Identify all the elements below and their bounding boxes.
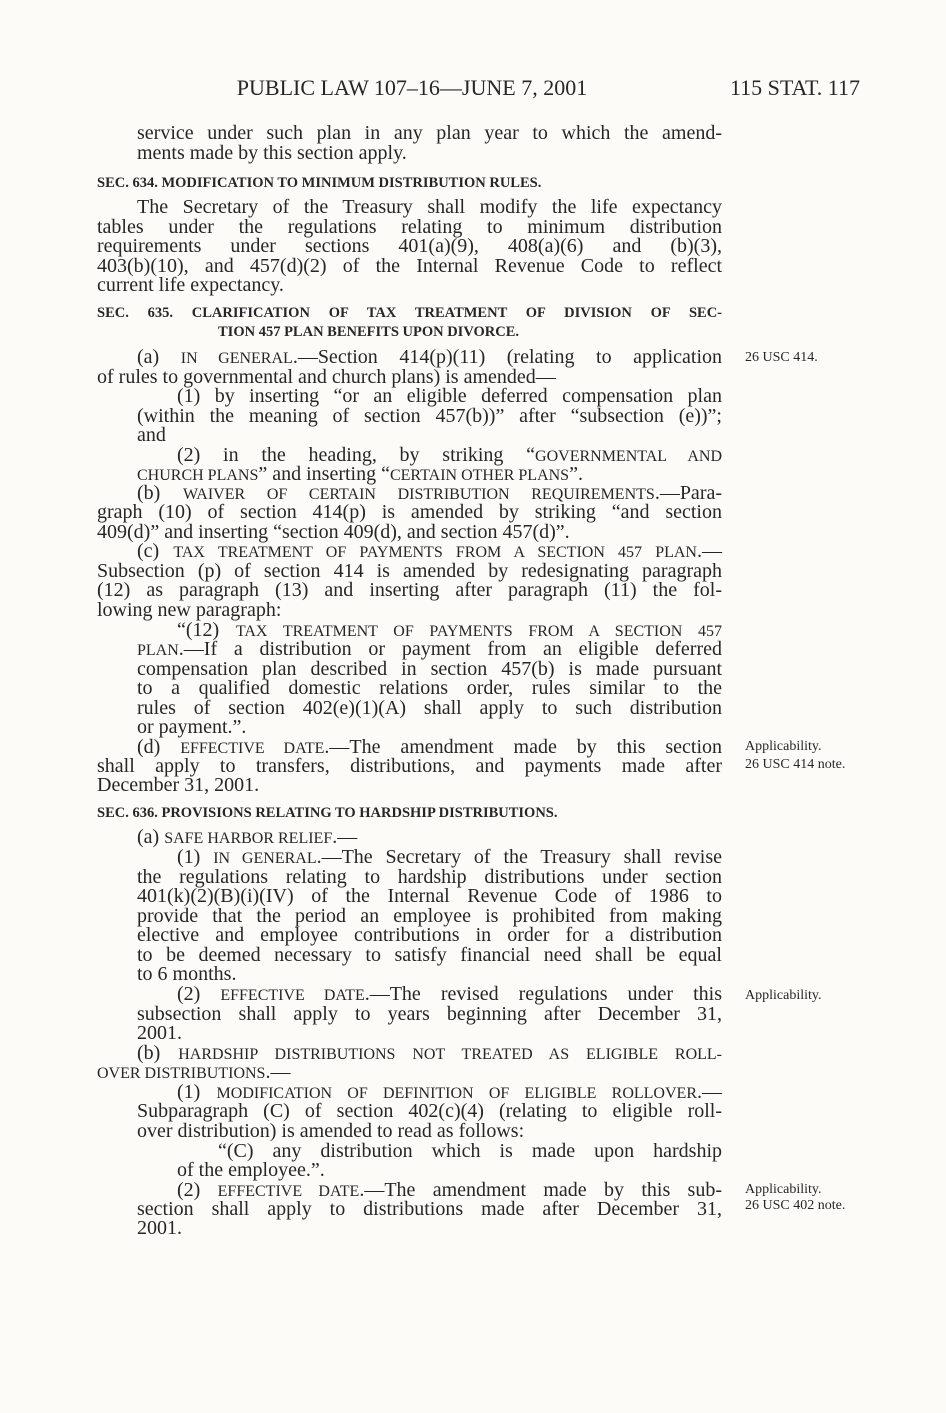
sec-635-a-1-line: and <box>137 424 166 446</box>
sec-635-d-text-line: shall apply to transfers, distributions, and payments made after <box>97 755 722 777</box>
paragraph-text: .—The revised regulations under this <box>364 983 722 1005</box>
paragraph-text: ” and inserting “ <box>258 463 390 485</box>
sec-635-c-new-para-line: or payment.”. <box>137 716 247 738</box>
sec-636-a-1-line: to be deemed necessary to satisfy financial need shall be equal <box>137 944 722 966</box>
sec-635-a-1-line: (1) by inserting “or an eligible deferred compensation plan <box>177 385 722 407</box>
sec-636-b-2-line: 2001. <box>137 1217 182 1239</box>
sec-635-c-text-line: lowing new paragraph: <box>97 599 282 621</box>
sec-635-d-text-line: December 31, 2001. <box>97 774 260 796</box>
margin-note-applicability: Applicability. <box>745 739 822 754</box>
subsection-text: .—Section 414(p)(11) (relating to application <box>292 346 722 368</box>
sec-636-b-1-line: Subparagraph (C) of section 402(c)(4) (relating to eligible roll- <box>137 1100 722 1122</box>
sec-634-text-line: The Secretary of the Treasury shall modify the life expectancy <box>137 196 722 218</box>
paragraph-text: .—The Secretary of the Treasury shall revise <box>316 846 722 868</box>
subsection-text: .—Para- <box>654 482 723 504</box>
small-caps-text: CHURCH PLANS <box>137 467 259 484</box>
carryover-line: ments made by this section apply. <box>137 142 407 164</box>
sec-634-text-line: 403(b)(10), and 457(d)(2) of the Internal Revenue Code to reflect <box>97 255 722 277</box>
paragraph-text: .—The amendment made by this sub- <box>359 1179 722 1201</box>
sec-636-a-1-line: to 6 months. <box>137 963 237 985</box>
stat-page-citation: 115 STAT. 117 <box>729 75 860 100</box>
sec-635-c-new-para-line: to a qualified domestic relations order, rules similar to the <box>137 677 722 699</box>
subsection-label: (b) <box>137 482 183 504</box>
paragraph-label: (2) <box>177 1179 218 1201</box>
subsection-label: (c) <box>137 540 174 562</box>
subsection-caption: SAFE HARBOR RELIEF <box>164 830 333 847</box>
margin-note-applicability: Applicability. <box>745 1182 822 1197</box>
subsection-label: (a) <box>137 346 181 368</box>
carryover-line: service under such plan in any plan year to which the amend- <box>137 122 722 144</box>
margin-note-usc-citation: 26 USC 414. <box>745 350 818 365</box>
subsection-caption: IN GENERAL <box>180 350 293 367</box>
sec-635-heading: SEC. 635. CLARIFICATION OF TAX TREATMENT OF DIVISION OF SEC- <box>97 305 722 321</box>
sec-636-heading: SEC. 636. PROVISIONS RELATING TO HARDSHIP DISTRIBUTIONS. <box>97 805 558 821</box>
subsection-text: .— <box>697 540 722 562</box>
subsection-label: (d) <box>137 736 181 758</box>
sec-635-c-text-line: Subsection (p) of section 414 is amended by redesignating paragraph <box>97 560 722 582</box>
small-caps-text: CERTAIN OTHER PLANS <box>389 467 570 484</box>
sec-634-text-line: tables under the regulations relating to minimum distribution <box>97 216 722 238</box>
paragraph-label: (1) <box>177 1081 217 1103</box>
sec-636-a-1-line: elective and employee contributions in order for a distribution <box>137 924 722 946</box>
sec-635-c-new-para-line: compensation plan described in section 457(b) is made pursuant <box>137 658 722 680</box>
subsection-caption: TAX TREATMENT OF PAYMENTS FROM A SECTION 457 PLAN <box>173 544 697 561</box>
sec-634-text-line: requirements under sections 401(a)(9), 408(a)(6) and (b)(3), <box>97 235 722 257</box>
subsection-caption: OVER DISTRIBUTIONS <box>97 1065 266 1082</box>
paragraph-caption: MODIFICATION OF DEFINITION OF ELIGIBLE ROLLOVER <box>216 1085 697 1102</box>
paragraph-label: (2) <box>177 983 221 1005</box>
sec-635-c-text-line: (12) as paragraph (13) and inserting after paragraph (11) the fol- <box>97 579 722 601</box>
paragraph-label: (1) <box>177 846 214 868</box>
margin-note-usc-citation: 26 USC 402 note. <box>745 1198 846 1213</box>
sec-635-heading: TION 457 PLAN BENEFITS UPON DIVORCE. <box>218 324 520 340</box>
sec-636-b-1-quote-line: “(C) any distribution which is made upon hardship <box>218 1140 722 1162</box>
subsection-text: .— <box>332 826 358 848</box>
sec-636-a-1-line: the regulations relating to hardship distributions under section <box>137 866 722 888</box>
paragraph-text: (2) in the heading, by striking “ <box>177 444 536 466</box>
sec-635-b-text-line: graph (10) of section 414(p) is amended by striking “and section <box>97 501 722 523</box>
sec-636-b-2-line: section shall apply to distributions made after December 31, <box>137 1198 722 1220</box>
sec-636-b-1-quote-line: of the employee.”. <box>177 1159 325 1181</box>
paragraph-caption: IN GENERAL <box>213 850 317 867</box>
paragraph-label: “(12) <box>177 619 236 641</box>
sec-636-a-2-line: subsection shall apply to years beginning after December 31, <box>137 1003 722 1025</box>
sec-635-b-text-line: 409(d)” and inserting “section 409(d), and section 457(d)”. <box>97 521 570 543</box>
sec-636-b-1-line: over distribution) is amended to read as follows: <box>137 1120 525 1142</box>
sec-636-a-1-line: provide that the period an employee is prohibited from making <box>137 905 722 927</box>
running-head-title: PUBLIC LAW 107–16—JUNE 7, 2001 <box>236 75 588 100</box>
subsection-text: .— <box>265 1061 291 1083</box>
subsection-caption: EFFECTIVE DATE <box>180 740 325 757</box>
margin-note-usc-citation: 26 USC 414 note. <box>745 757 846 772</box>
subsection-label: (a) <box>137 826 165 848</box>
sec-635-a-text-line: of rules to governmental and church plans) is amended— <box>97 366 556 388</box>
paragraph-caption: TAX TREATMENT OF PAYMENTS FROM A SECTION 457 <box>235 623 722 640</box>
subsection-text: .—The amendment made by this section <box>324 736 722 758</box>
sec-635-c-new-para-line: rules of section 402(e)(1)(A) shall apply to such distribution <box>137 697 722 719</box>
paragraph-text: ”. <box>569 463 583 485</box>
paragraph-caption: EFFECTIVE DATE <box>220 987 365 1004</box>
sec-636-a-2-line: 2001. <box>137 1022 182 1044</box>
sec-635-a-1-line: (within the meaning of section 457(b))” after “subsection (e))”; <box>137 405 722 427</box>
subsection-caption: HARDSHIP DISTRIBUTIONS NOT TREATED AS ELIGIBLE ROLL- <box>178 1046 722 1063</box>
paragraph-caption: EFFECTIVE DATE <box>217 1183 360 1200</box>
subsection-caption: WAIVER OF CERTAIN DISTRIBUTION REQUIREMENTS <box>182 486 655 503</box>
small-caps-text: GOVERNMENTAL AND <box>535 448 722 465</box>
sec-634-heading: SEC. 634. MODIFICATION TO MINIMUM DISTRIBUTION RULES. <box>97 175 542 191</box>
sec-634-text-line: current life expectancy. <box>97 274 284 296</box>
paragraph-text: .— <box>697 1081 722 1103</box>
margin-note-applicability: Applicability. <box>745 988 822 1003</box>
paragraph-text: .—If a distribution or payment from an eligible deferred <box>178 638 722 660</box>
sec-636-a-1-line: 401(k)(2)(B)(i)(IV) of the Internal Revenue Code of 1986 to <box>137 885 722 907</box>
subsection-label: (b) <box>137 1042 179 1064</box>
paragraph-caption: PLAN <box>137 642 179 659</box>
